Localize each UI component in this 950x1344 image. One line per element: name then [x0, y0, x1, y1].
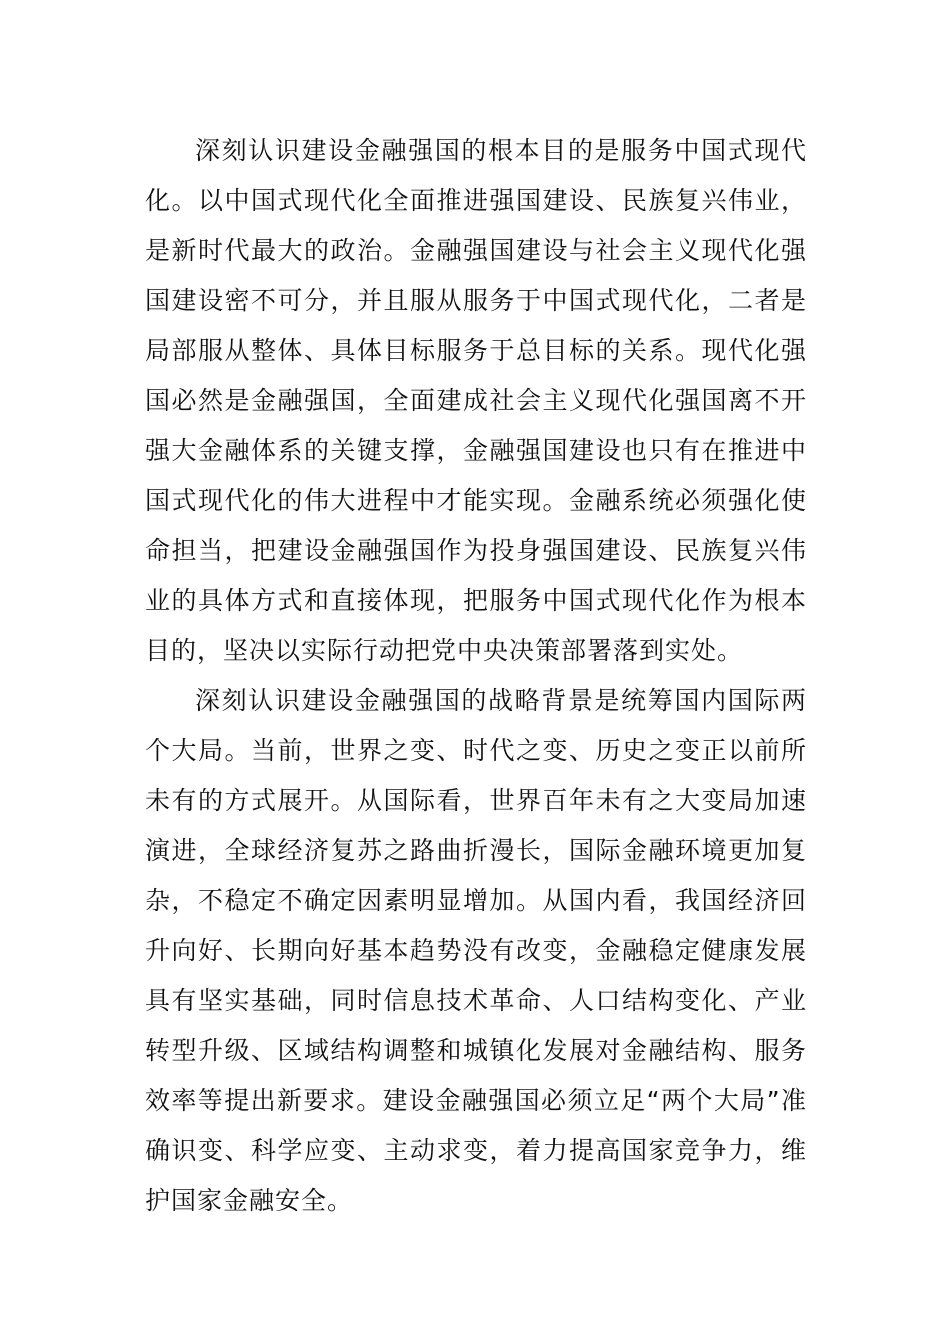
paragraph-2: 深刻认识建设金融强国的战略背景是统筹国内国际两个大局。当前，世界之变、时代之变、历史之变正以前所未有的方式展开。从国际看，世界百年未有之大变局加速演进，全球经济复苏之路曲折漫长，国际金融环境更加复杂，不稳定不确定因素明显增加。从国内看，我国经济回升向好、长期向好基本趋势没有改变，金融稳定健康发展具有坚实基础，同时信息技术革命、人口结构变化、产业转型升级、区域结构调整和城镇化发展对金融结构、服务效率等提出新要求。建设金融强国必须立足“两个大局”准确识变、科学应变、主动求变，着力提高国家竞争力，维护国家金融安全。 — [145, 686, 807, 1215]
paragraph-1: 深刻认识建设金融强国的根本目的是服务中国式现代化。以中国式现代化全面推进强国建设、民族复兴伟业，是新时代最大的政治。金融强国建设与社会主义现代化强国建设密不可分，并且服从服务于中国式现代化，二者是局部服从整体、具体目标服务于总目标的关系。现代化强国必然是金融强国，全面建成社会主义现代化强国离不开强大金融体系的关键支撑，金融强国建设也只有在推进中国式现代化的伟大进程中才能实现。金融系统必须强化使命担当，把建设金融强国作为投身强国建设、民族复兴伟业的具体方式和直接体现，把服务中国式现代化作为根本目的，坚决以实际行动把党中央决策部署落到实处。 — [145, 136, 807, 665]
document-body — [145, 126, 807, 1226]
